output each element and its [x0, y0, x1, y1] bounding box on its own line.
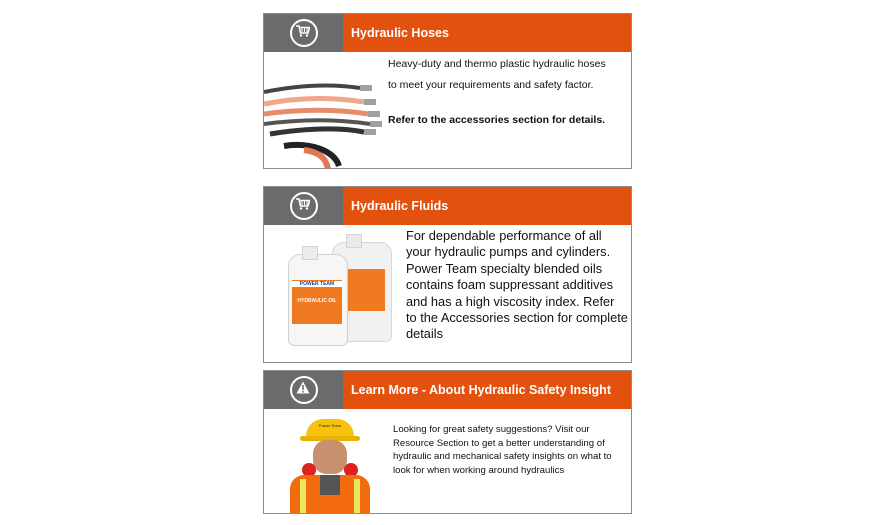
safety-insight-card: [263, 370, 632, 514]
cart-icon: [296, 198, 310, 210]
header-icon-area: [264, 14, 343, 52]
fluids-description: For dependable performance of all your hydraulic pumps and cylinders. Power Team specialty blended oils contains foam suppressant additives and has a high viscosity index. Refer to the Accessories section for complete details: [406, 228, 628, 342]
safety-worker-image: [280, 413, 380, 513]
hoses-image: [264, 54, 389, 169]
cart-icon: [296, 25, 310, 37]
card-header: [264, 371, 631, 409]
safety-description: Looking for great safety suggestions? Visit our Resource Section to get a better understanding of hydraulic and mechanical safety insights on what to look for when working around hydraulics: [393, 424, 612, 476]
warning-icon: [296, 381, 310, 394]
header-icon-area: [264, 371, 343, 409]
hoses-accessories-note: Refer to the accessories section for details.: [388, 114, 606, 126]
oil-bottles-image: [284, 234, 396, 346]
bottle-label-product: HYDRAULIC OIL: [297, 298, 337, 304]
header-icon-area: [264, 187, 343, 225]
hoses-description-line2: to meet your requirements and safety factor.: [388, 79, 594, 91]
helmet-label: Power Team: [318, 423, 342, 428]
hydraulic-fluids-card: [263, 186, 632, 363]
hydraulic-hoses-card: [263, 13, 632, 169]
bottle-label-brand: POWER TEAM: [292, 281, 342, 287]
card-title: Learn More - About Hydraulic Safety Insight: [343, 371, 631, 409]
card-header: [264, 14, 631, 52]
card-header: [264, 187, 631, 225]
card-title: Hydraulic Fluids: [343, 187, 631, 225]
card-title: Hydraulic Hoses: [343, 14, 631, 52]
hoses-description-line1: Heavy-duty and thermo plastic hydraulic hoses: [388, 58, 606, 70]
